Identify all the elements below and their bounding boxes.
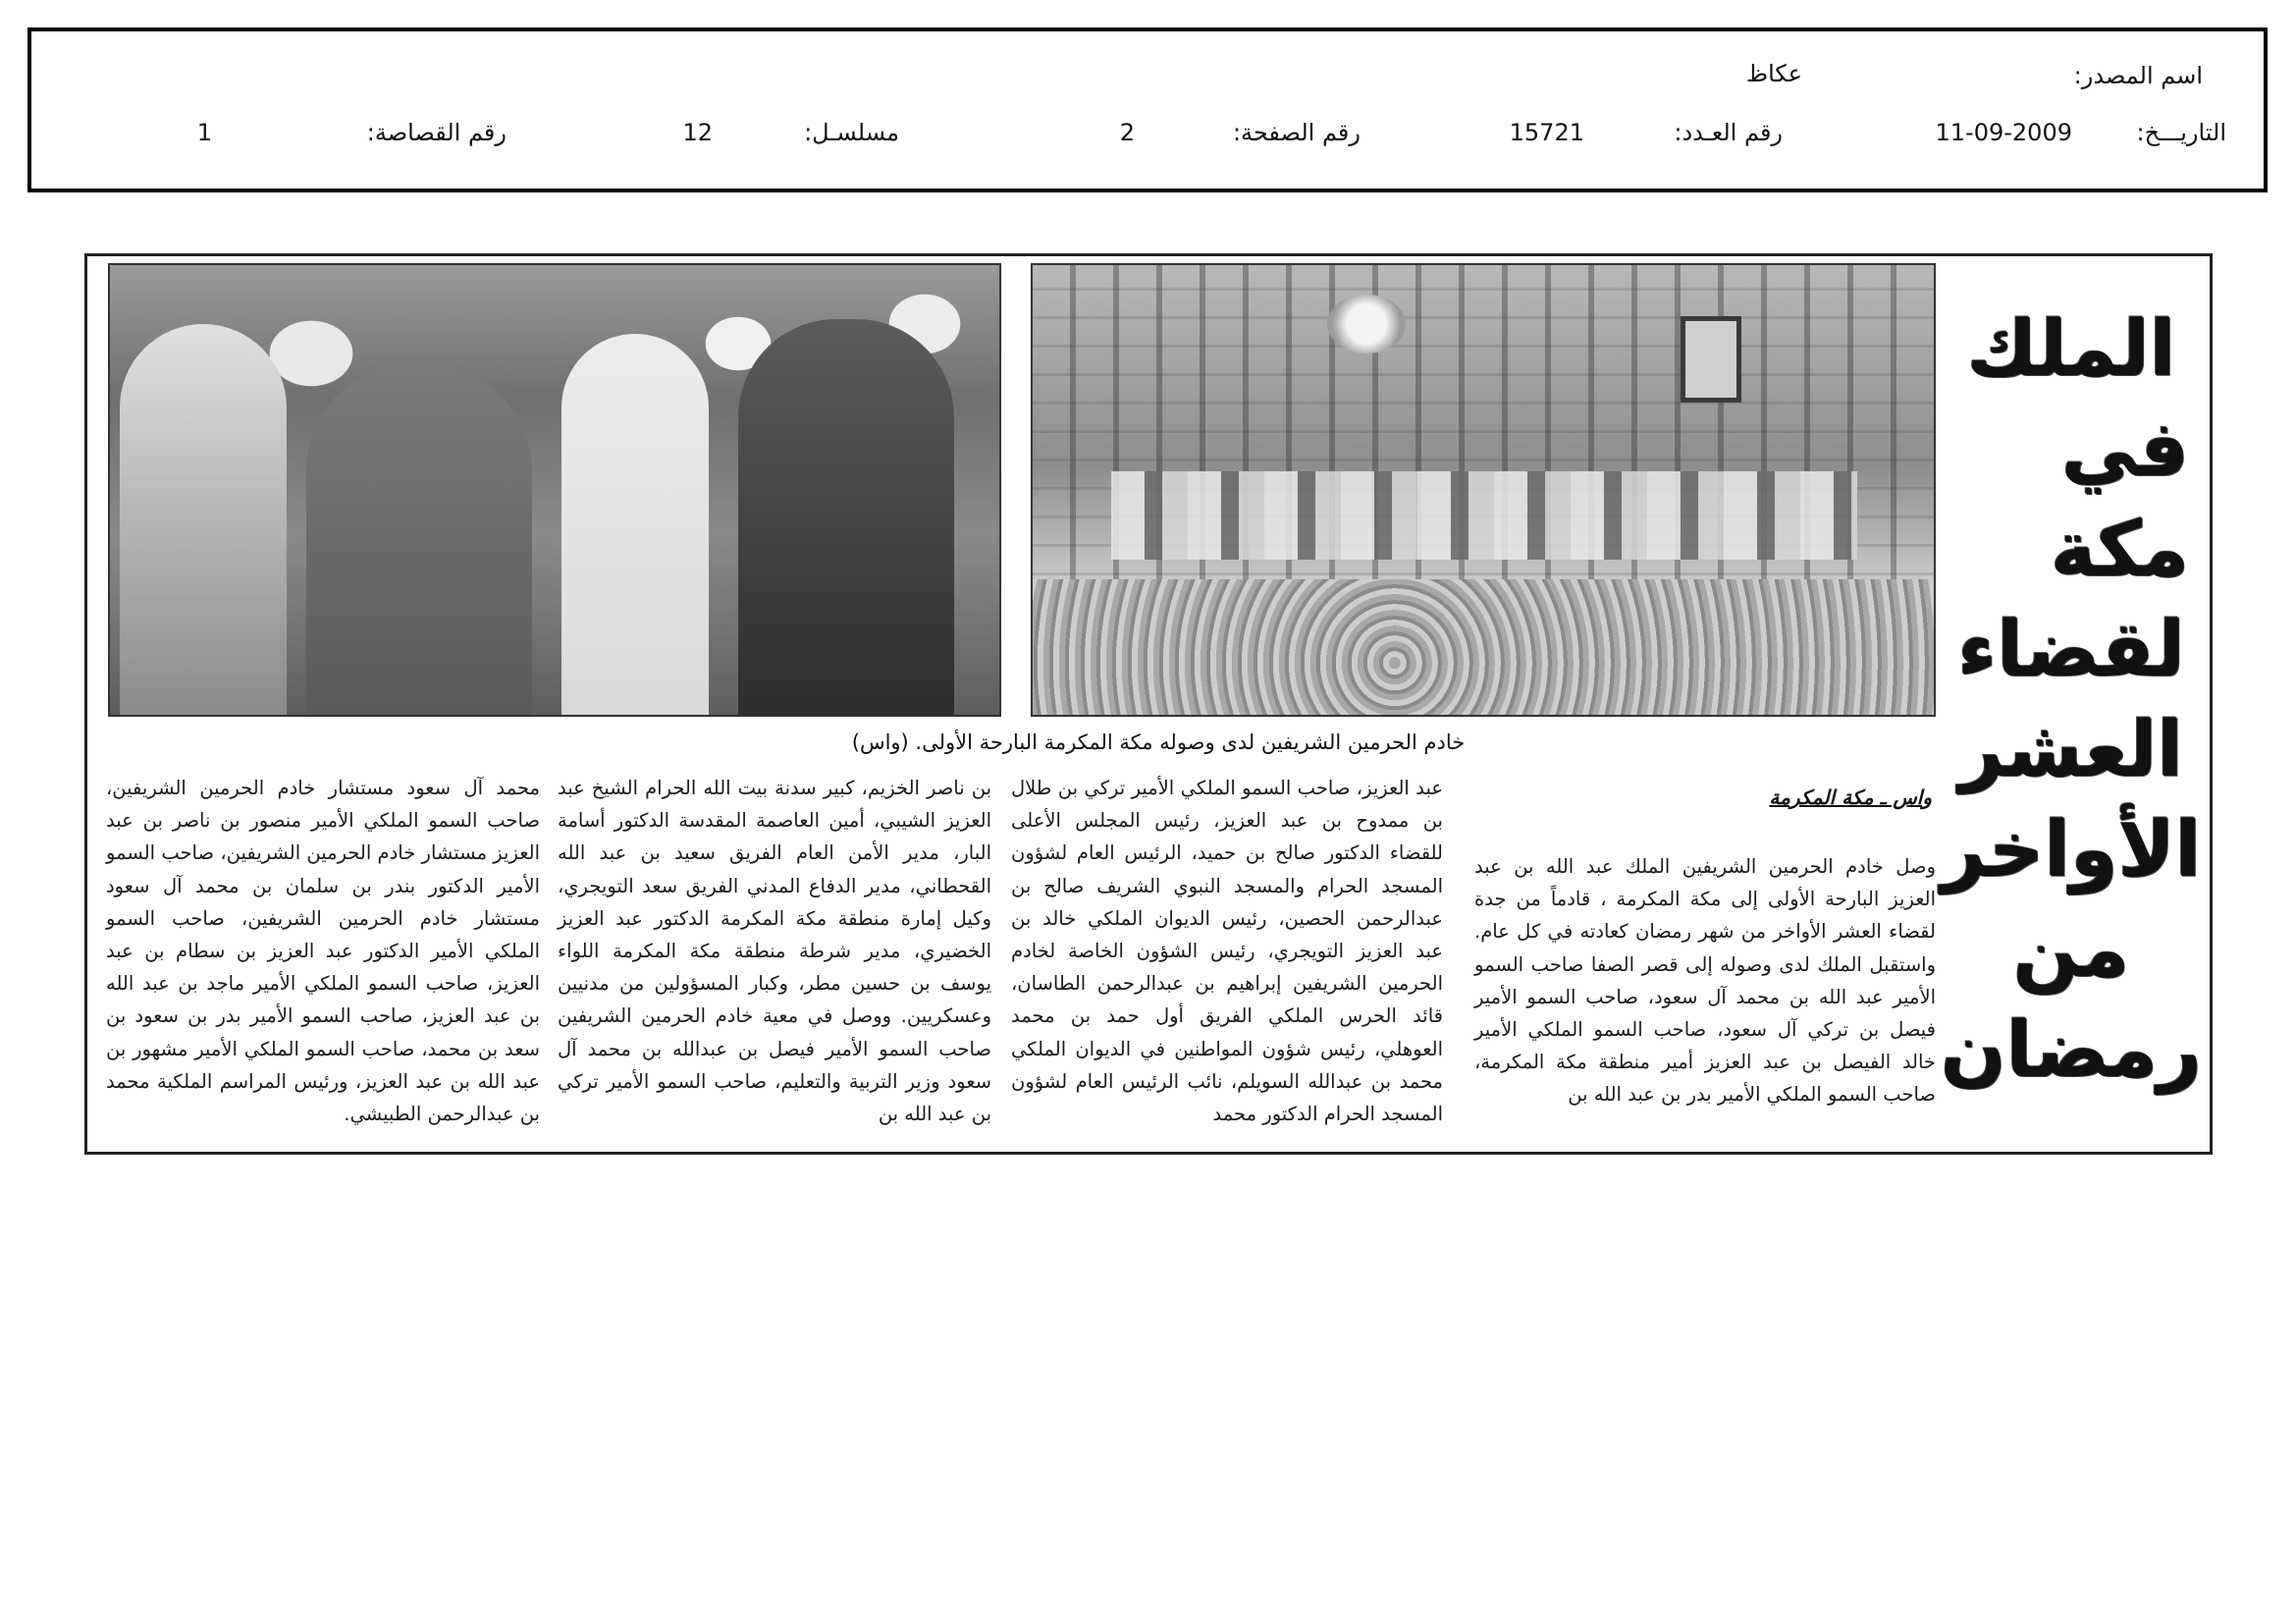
source-value: عكاظ xyxy=(1745,60,1802,87)
issue-label: رقم العـدد: xyxy=(1674,119,1783,146)
arrival-photo xyxy=(108,263,1001,717)
photo-caption: خادم الحرمين الشريفين لدى وصوله مكة المكرمة البارحة الأولى. (واس) xyxy=(851,731,1466,754)
headline-line: الأواخر xyxy=(1941,806,2202,894)
clip-value: 1 xyxy=(196,119,212,146)
article-column xyxy=(106,772,540,1130)
page-label: رقم الصفحة: xyxy=(1232,119,1361,146)
page-value: 2 xyxy=(1119,119,1135,146)
carpet-floor xyxy=(1033,579,1936,717)
serial-label: مسلسـل: xyxy=(804,119,899,146)
article-column xyxy=(1474,850,1936,1111)
headline-line: العشر xyxy=(1959,706,2183,794)
article-paragraph: عبد العزيز، صاحب السمو الملكي الأمير تركي بن طلال بن ممدوح بن عبد العزيز، رئيس المجلس الأعلى للقضاء الدكتور صالح بن حميد، الرئيس العام لشؤون المسجد الحرام والمسجد النبوي الشريف صالح بن عبدالرحمن الحصين، رئيس الديوان الملكي خالد بن عبد العزيز التويجري، رئيس الشؤون الخاصة لخادم الحرمين الشريفين إبراهيم بن عبدالرحمن الطاسان، قائد الحرس الملكي الفريق أول حمد بن محمد العوهلي، رئيس شؤون المواطنين في الديوان الملكي محمد بن عبدالله السويلم، نائب الرئيس العام لشؤون المسجد الحرام الدكتور محمد xyxy=(1011,777,1443,1126)
headline-line: رمضان xyxy=(1941,1006,2202,1095)
article-column xyxy=(558,772,991,1130)
date-label: التاريـــخ: xyxy=(2136,119,2226,146)
headline-line: من xyxy=(2012,906,2130,995)
reception-hall-photo xyxy=(1031,263,1936,717)
headline-line: الملك xyxy=(1966,305,2176,394)
source-label: اسم المصدر: xyxy=(2073,62,2203,89)
figure-shape xyxy=(306,363,532,717)
figure-shape xyxy=(738,319,954,717)
headline-line: في مكة xyxy=(2051,406,2189,594)
headline-line: لقضاء xyxy=(1957,606,2185,694)
clip-label: رقم القصاصة: xyxy=(366,119,507,146)
chandelier-shape xyxy=(1327,295,1406,353)
article-paragraph: وصل خادم الحرمين الشريفين الملك عبد الله بن عبد العزيز البارحة الأولى إلى مكة المكرمة ، قادماً من جدة لقضاء العشر الأواخر من شهر رمضان كعادته في كل عام. واستقبل الملك لدى وصوله إلى قصر الصفا صاحب السمو الأمير عبد الله بن محمد آل سعود، صاحب السمو الأمير فيصل بن تركي آل سعود، صاحب السمو الملكي الأمير خالد الفيصل بن عبد العزيز أمير منطقة مكة المكرمة، صاحب السمو الملكي الأمير بدر بن عبد الله بن xyxy=(1474,855,1936,1107)
source-info-box xyxy=(27,27,2268,192)
article-column xyxy=(1011,772,1443,1130)
issue-value: 15721 xyxy=(1509,119,1584,146)
article-paragraph: محمد آل سعود مستشار خادم الحرمين الشريفين، صاحب السمو الملكي الأمير منصور بن ناصر بن عبد العزيز مستشار خادم الحرمين الشريفين، صاحب السمو الأمير الدكتور بندر بن سلمان بن محمد آل سعود مستشار خادم الحرمين الشريفين، صاحب السمو الملكي الأمير الدكتور عبد العزيز بن سطام بن عبد العزيز، صاحب السمو الملكي الأمير ماجد بن عبد الله بن عبد العزيز، صاحب السمو الأمير بدر بن سعود بن سعد بن محمد، صاحب السمو الملكي الأمير مشهور بن عبد الله بن عبد العزيز، ورئيس المراسم الملكية محمد بن عبدالرحمن الطبيشي. xyxy=(106,777,540,1126)
date-value: 11-09-2009 xyxy=(1935,119,2072,146)
figure-shape xyxy=(561,334,709,717)
article-paragraph: بن ناصر الخزيم، كبير سدنة بيت الله الحرام الشيخ عبد العزيز الشيبي، أمين العاصمة المقدسة الدكتور أسامة البار، مدير الأمن العام الفريق سعيد بن عبد الله القحطاني، مدير الدفاع المدني الفريق سعد التويجري، وكيل إمارة منطقة مكة المكرمة الدكتور عبد العزيز الخضيري، مدير شرطة منطقة مكة المكرمة اللواء يوسف بن حسين مطر، وكبار المسؤولين من مدنيين وعسكريين. ووصل في معية خادم الحرمين الشريفين صاحب السمو الأمير فيصل بن عبدالله بن محمد آل سعود وزير التربية والتعليم، صاحب السمو الأمير تركي بن عبد الله بن xyxy=(558,777,991,1126)
seated-guests xyxy=(1111,471,1857,560)
article-headline xyxy=(1941,299,2202,1144)
serial-value: 12 xyxy=(682,119,713,146)
portrait-frame xyxy=(1681,316,1741,403)
figure-shape xyxy=(120,324,287,717)
article-byline: واس ـ مكة المكرمة xyxy=(1769,785,1932,809)
